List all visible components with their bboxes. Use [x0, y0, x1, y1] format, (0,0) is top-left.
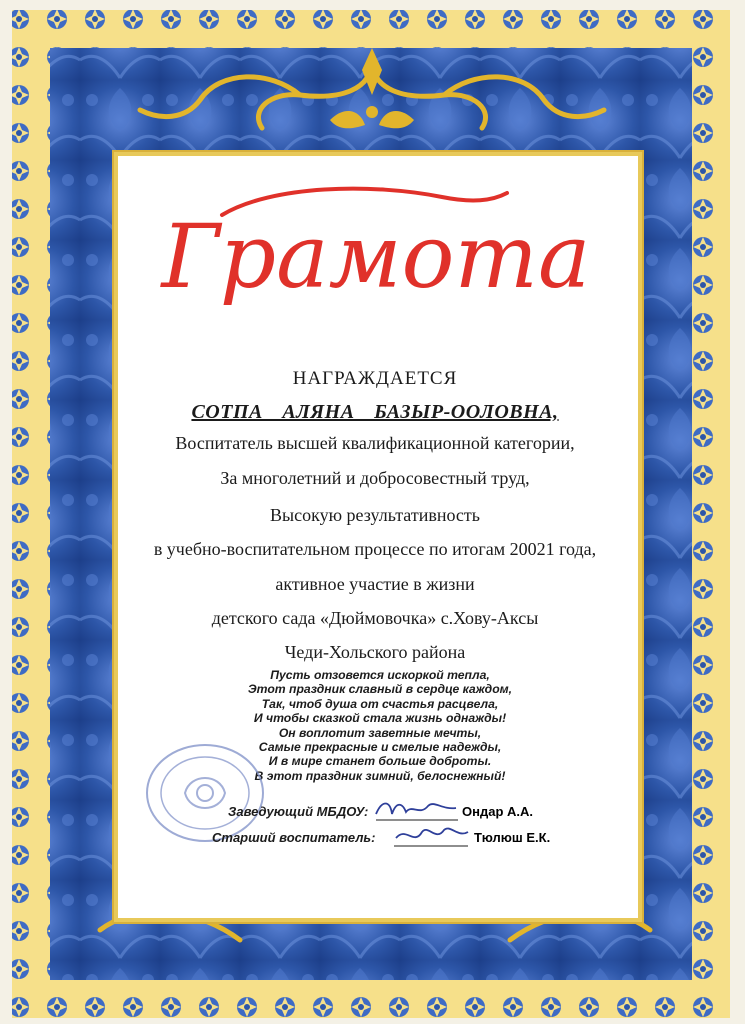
- body-line: детского сада «Дюймовочка» с.Хову-Аксы: [211, 608, 539, 628]
- body-line: в учебно-воспитательном процессе по итогам 20021 года,: [153, 539, 597, 559]
- body-line: Чеди-Хольского района: [284, 642, 466, 662]
- poem-line: В этот праздник зимний, белоснежный!: [254, 768, 506, 783]
- body-line: Высокую результативность: [270, 505, 480, 525]
- poem-line: Он воплотит заветные мечты,: [278, 725, 482, 740]
- poem-line: И чтобы сказкой стала жизнь однажды!: [253, 711, 507, 726]
- senior-name: Тюлюш Е.К.: [474, 830, 551, 845]
- recipient-name: СОТПА АЛЯНА БАЗЫР-ООЛОВНА,: [191, 401, 559, 423]
- head-name: Ондар А.А.: [462, 804, 533, 819]
- body-line: активное участие в жизни: [275, 574, 475, 594]
- title-block: [112, 175, 640, 315]
- poem-line: Пусть отзовется искоркой тепла,: [270, 668, 490, 682]
- senior-signature-label: Старший воспитатель:: [212, 830, 376, 845]
- certificate-title: Грамота: [161, 205, 591, 308]
- head-signature: [372, 796, 462, 824]
- poem-line: Так, чтоб душа от счастья расцвела,: [261, 696, 499, 711]
- body-line: Воспитатель высшей квалификационной категории,: [175, 433, 575, 453]
- poem-line: И в мире станет больше доброты.: [268, 754, 492, 769]
- awarded-heading: НАГРАЖДАЕТСЯ: [292, 368, 458, 389]
- poem-line: Самые прекрасные и смелые надежды,: [258, 740, 502, 755]
- senior-signature: [392, 822, 472, 850]
- poem-line: Этот праздник славный в сердце каждом,: [247, 682, 513, 697]
- body-line: За многолетний и добросовестный труд,: [220, 468, 530, 488]
- head-signature-label: Заведующий МБДОУ:: [228, 804, 369, 819]
